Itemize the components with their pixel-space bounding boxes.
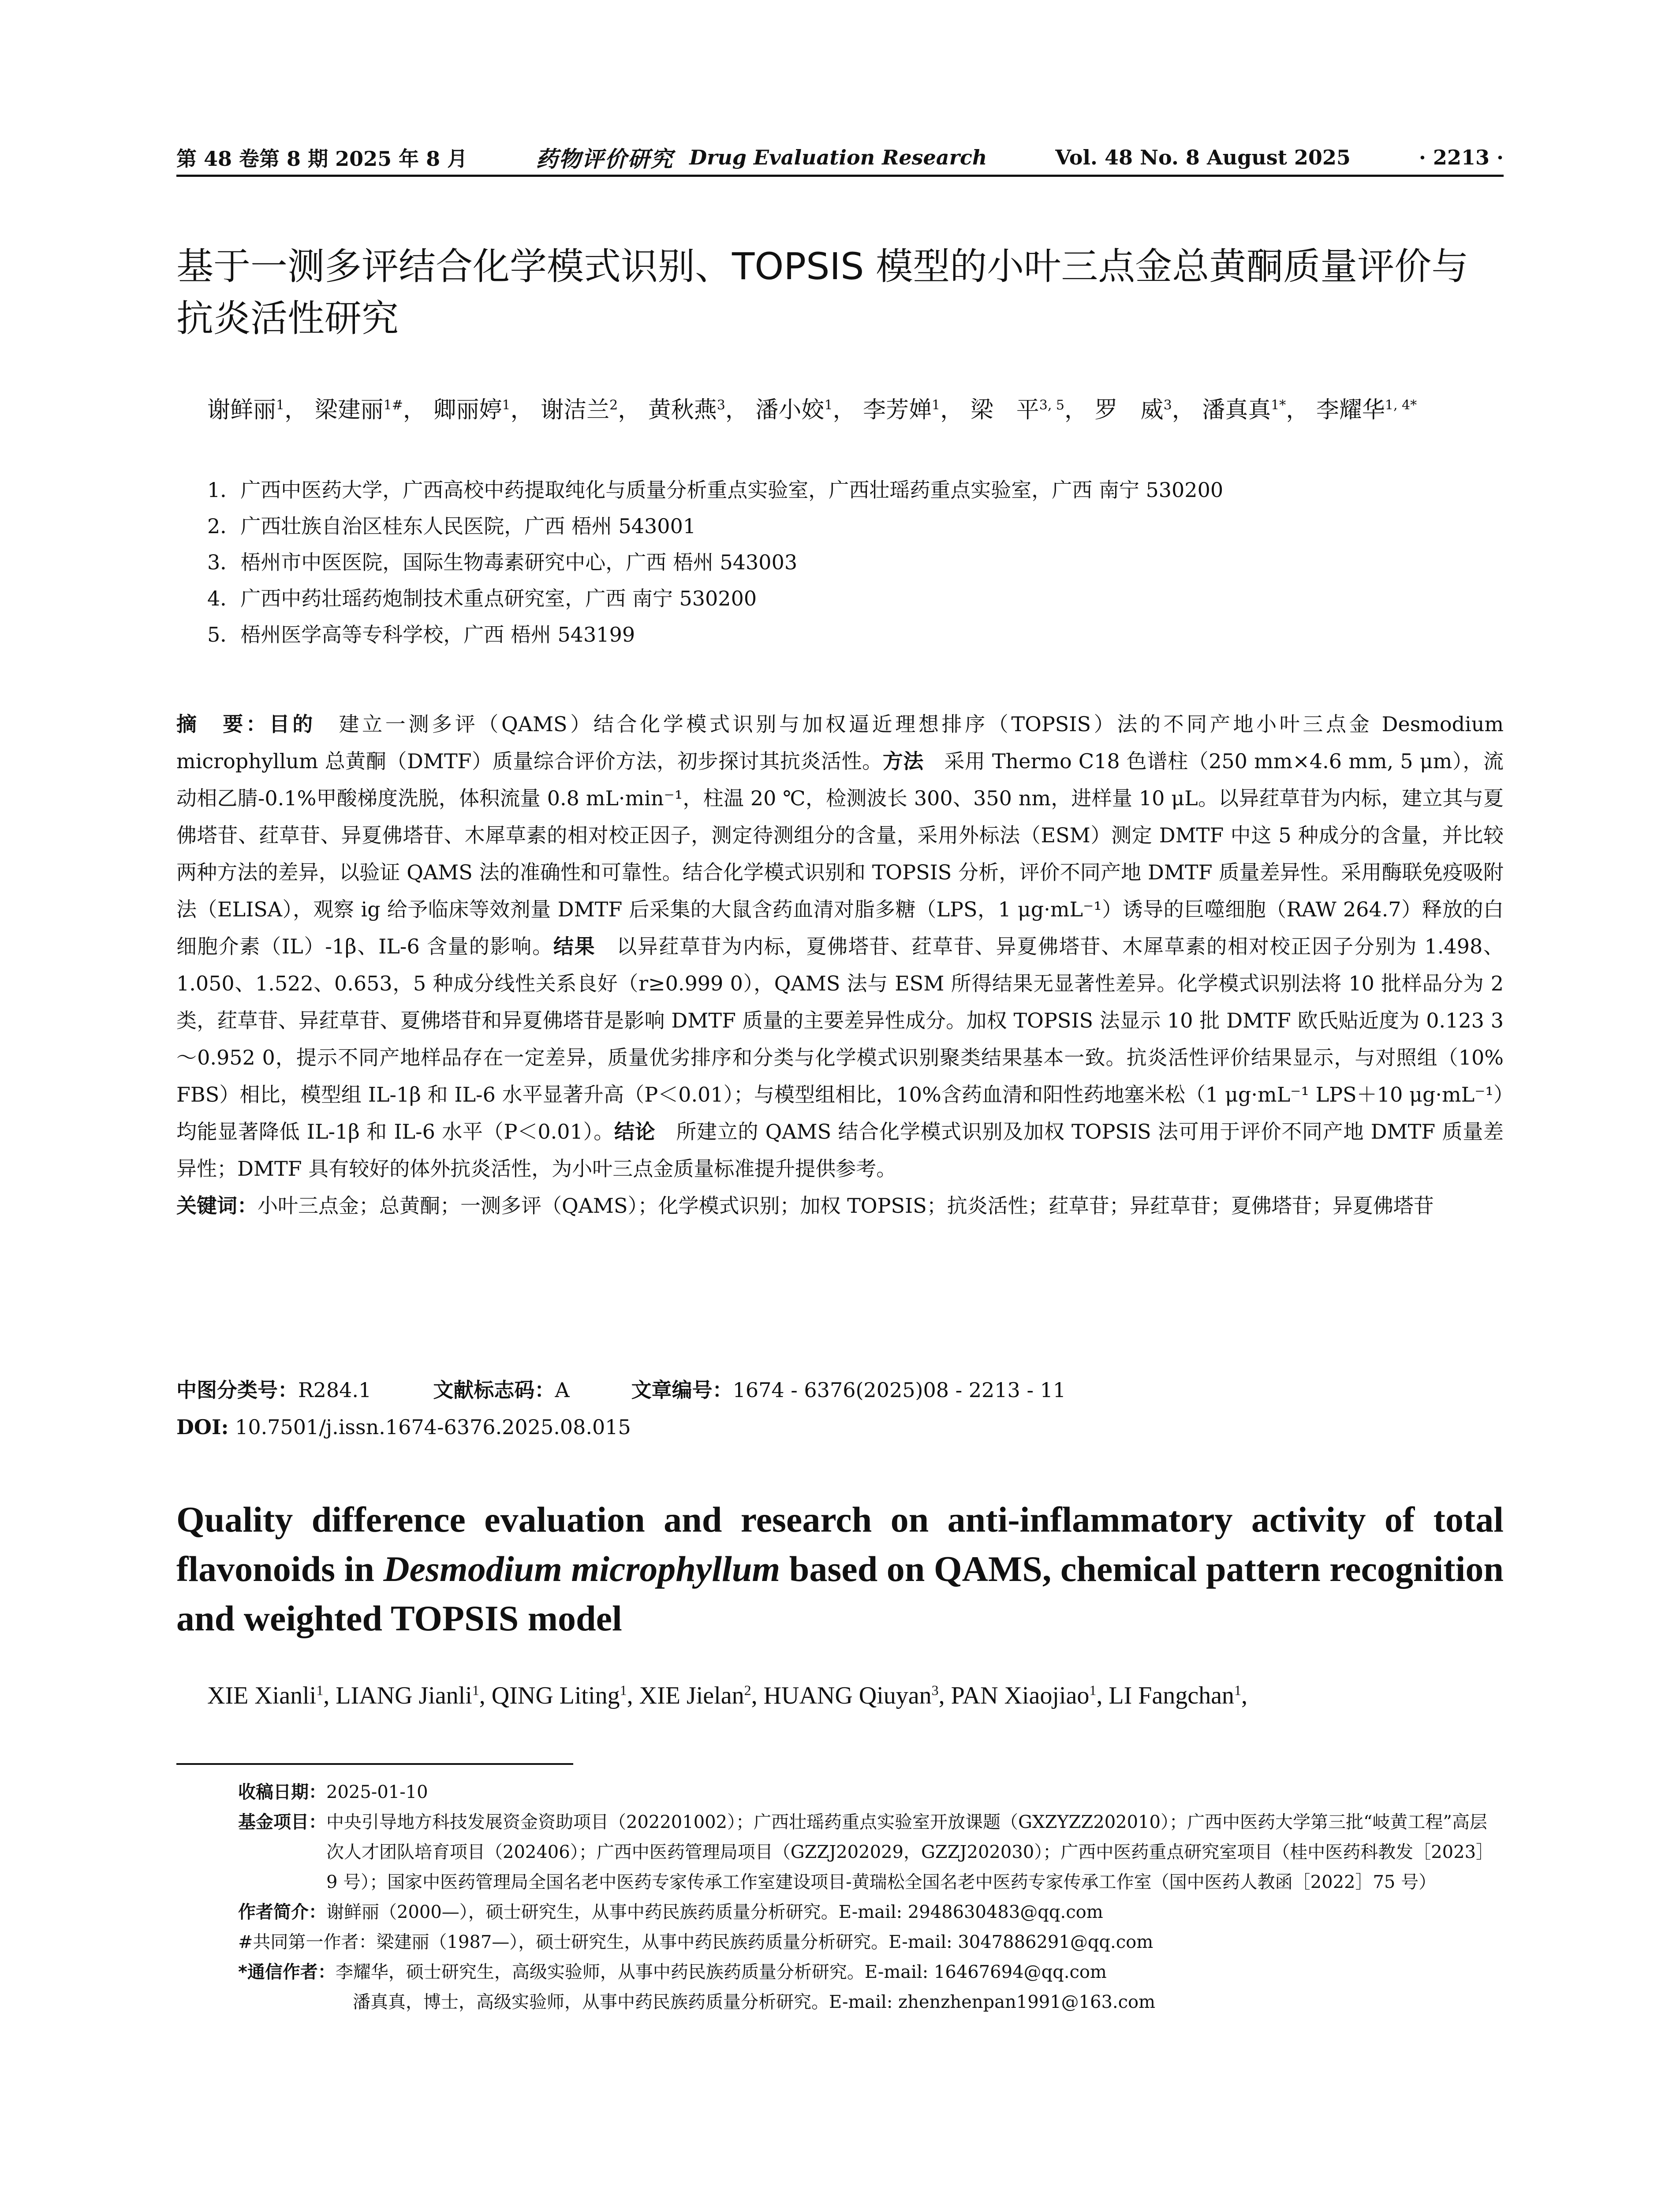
author-cn: 谢鲜丽$^1$，	[207, 397, 308, 424]
header-volume: Vol. 48 No. 8 August 2025	[1055, 146, 1351, 169]
author-cn: 潘真真$^{1*}$，	[1202, 397, 1309, 424]
species-name: Desmodium microphyllum	[383, 1549, 780, 1589]
keywords-label: 关键词：	[176, 1194, 258, 1218]
author-cn: 李芳婵$^1$，	[863, 397, 963, 424]
clc-number: 中图分类号：R284.1	[176, 1378, 372, 1402]
author-cn: 潘小姣$^1$，	[755, 397, 856, 424]
affiliation-item: 1．广西中医药大学，广西高校中药提取纯化与质量分析重点实验室，广西壮瑶药重点实验室，广西 南宁 530200	[207, 478, 1224, 502]
corresponding-author: *通信作者： 李耀华，硕士研究生，高级实验师，从事中药民族药质量分析研究。E-mail: 16467694@qq.com	[238, 1962, 1107, 1982]
author-en: HUANG Qiuyan$^3$,	[763, 1682, 951, 1709]
title-cn: 基于一测多评结合化学模式识别、TOPSIS 模型的小叶三点金总黄酮质量评价与抗炎活性研究	[176, 245, 1469, 340]
author-cn: 卿丽婷$^1$，	[433, 397, 534, 424]
keywords-text: 小叶三点金；总黄酮；一测多评（QAMS）；化学模式识别；加权 TOPSIS；抗炎活性；荭草苷；异荭草苷；夏佛塔苷；异夏佛塔苷	[258, 1194, 1434, 1218]
co-first-author: #共同第一作者：梁建丽（1987—），硕士研究生，从事中药民族药质量分析研究。E-mail: 3047886291@qq.com	[238, 1932, 1154, 1952]
conclusion-label: 结论	[614, 1120, 656, 1144]
header-journal	[536, 142, 987, 173]
fund-projects: 基金项目： 中央引导地方科技发展资金资助项目（202201002）；广西壮瑶药重点实验室开放课题（GXZYZZ202010）；广西中医药大学第三批“岐黄工程”高层次人才团队培育项目（202406）；广西中医药管理局项目（GZZJ202029，GZZJ202030）；广西中医药重点研究室项目（桂中医药科教发［2023］9 号）；国家中医药管理局全国名老中医药专家传承工作室建设项目-黄瑞松全国名老中医药专家传承工作室（国中医药人教函［2022］75 号）	[238, 1812, 1494, 1892]
classification-row	[176, 1372, 1504, 1409]
received-date: 收稿日期： 2025-01-10	[238, 1782, 428, 1802]
header-issue: 第 48 卷第 8 期 2025 年 8 月	[176, 147, 468, 171]
abstract-label: 摘 要：	[176, 712, 269, 736]
authors-cn	[207, 387, 1504, 429]
affiliation-item: 3．梧州市中医医院，国际生物毒素研究中心，广西 梧州 543003	[207, 550, 798, 574]
author-cn: 罗 威$^3$，	[1094, 397, 1195, 424]
article-number: 文章编号：1674 - 6376(2025)08 - 2213 - 11	[631, 1378, 1066, 1402]
method-label: 方法	[882, 749, 924, 773]
footnote-divider	[176, 1763, 573, 1765]
corresponding-author-2: 潘真真，博士，高级实验师，从事中药民族药质量分析研究。E-mail: zhenzhenpan1991@163.com	[353, 1992, 1156, 2012]
author-bio: 作者简介： 谢鲜丽（2000—），硕士研究生，从事中药民族药质量分析研究。E-mail: 2948630483@qq.com	[238, 1902, 1103, 1922]
running-header	[176, 140, 1504, 177]
footnotes	[238, 1777, 1504, 2017]
result-text: 以异荭草苷为内标，夏佛塔苷、荭草苷、异夏佛塔苷、木犀草素的相对校正因子分别为 1.498、1.050、1.522、0.653，5 种成分线性关系良好（r≥0.999 0），QAMS 法与 ESM 所得结果无显著性差异。化学模式识别法将 10 批样品分为 2 类，荭草苷、异荭草苷、夏佛塔苷和异夏佛塔苷是影响 DMTF 质量的主要差异性成分。加权 TOPSIS 法显示 10 批 DMTF 欧氏贴近度为 0.123 3～0.952 0，提示不同产地样品存在一定差异，质量优劣排序和分类与化学模式识别聚类结果基本一致。抗炎活性评价结果显示，与对照组（10% FBS）相比，模型组 IL-1β 和 IL-6 水平显著升高（P＜0.01）；与模型组相比，10%含药血清和阳性药地塞米松（1 μg·mL⁻¹ LPS＋10 μg·mL⁻¹）均能显著降低 IL-1β 和 IL-6 水平（P＜0.01）。	[176, 934, 1504, 1144]
author-cn: 黄秋燕$^3$，	[648, 397, 748, 424]
author-en: LIANG Jianli$^1$,	[336, 1682, 492, 1709]
affiliation-item: 5．梧州医学高等专科学校，广西 梧州 543199	[207, 623, 635, 647]
document-code: 文献标志码：A	[433, 1378, 570, 1402]
author-cn: 梁 平$^{3, 5}$，	[970, 397, 1088, 424]
method-text: 采用 Thermo C18 色谱柱（250 mm×4.6 mm, 5 μm），流动相乙腈-0.1%甲酸梯度洗脱，体积流量 0.8 mL·min⁻¹，柱温 20 ℃，检测波长 300、350 nm，进样量 10 μL。以异荭草苷为内标，建立其与夏佛塔苷、荭草苷、异夏佛塔苷、木犀草素的相对校正因子，测定待测组分的含量，采用外标法（ESM）测定 DMTF 中这 5 种成分的含量，并比较两种方法的差异，以验证 QAMS 法的准确性和可靠性。结合化学模式识别和 TOPSIS 分析，评价不同产地 DMTF 质量差异性。采用酶联免疫吸附法（ELISA），观察 ig 给予临床等效剂量 DMTF 后采集的大鼠含药血清对脂多糖（LPS，1 μg·mL⁻¹）诱导的巨噬细胞（RAW 264.7）释放的白细胞介素（IL）-1β、IL-6 含量的影响。	[176, 749, 1504, 958]
doi-label: DOI:	[176, 1415, 229, 1439]
title-en: Quality difference evaluation and research on anti-inflammatory activity of total flavonoids in Desmodium microphyllum based on QAMS, chemical pattern recognition and weighted TOPSIS model	[176, 1499, 1504, 1638]
author-cn: 梁建丽$^{1\#}$，	[314, 397, 426, 424]
author-en: LI Fangchan$^1$,	[1109, 1682, 1247, 1709]
affiliations	[207, 472, 1504, 653]
affiliation-item: 4．广西中药壮瑶药炮制技术重点研究室，广西 南宁 530200	[207, 587, 757, 610]
author-cn: 李耀华$^{1, 4*}$	[1316, 397, 1417, 424]
authors-en	[207, 1671, 1504, 1714]
affiliation-item: 2．广西壮族自治区桂东人民医院，广西 梧州 543001	[207, 514, 696, 538]
doi-value: 10.7501/j.issn.1674-6376.2025.08.015	[235, 1415, 631, 1439]
journal-logo-cn: 药物评价研究	[536, 146, 674, 172]
author-en: QING Liting$^1$,	[491, 1682, 639, 1709]
author-cn: 谢洁兰$^2$，	[541, 397, 641, 424]
header-page-number: · 2213 ·	[1419, 146, 1504, 169]
doi	[176, 1409, 1504, 1446]
abstract-body	[176, 706, 1504, 1187]
objective-text: 建立一测多评（QAMS）结合化学模式识别与加权逼近理想排序（TOPSIS）法的不同产地小叶三点金 Desmodium microphyllum 总黄酮（DMTF）质量综合评价方法，初步探讨其抗炎活性。	[176, 712, 1504, 773]
journal-name-en: Drug Evaluation Research	[689, 146, 987, 169]
conclusion-text: 所建立的 QAMS 结合化学模式识别及加权 TOPSIS 法可用于评价不同产地 DMTF 质量差异性；DMTF 具有较好的体外抗炎活性，为小叶三点金质量标准提升提供参考。	[176, 1120, 1504, 1181]
author-en: XIE Jielan$^2$,	[639, 1682, 764, 1709]
abstract	[176, 706, 1504, 1224]
author-en: XIE Xianli$^1$,	[207, 1682, 336, 1709]
author-en: PAN Xiaojiao$^1$,	[951, 1682, 1109, 1709]
keywords	[176, 1187, 1504, 1224]
objective-label: 目的	[269, 712, 316, 736]
result-label: 结果	[553, 934, 596, 958]
